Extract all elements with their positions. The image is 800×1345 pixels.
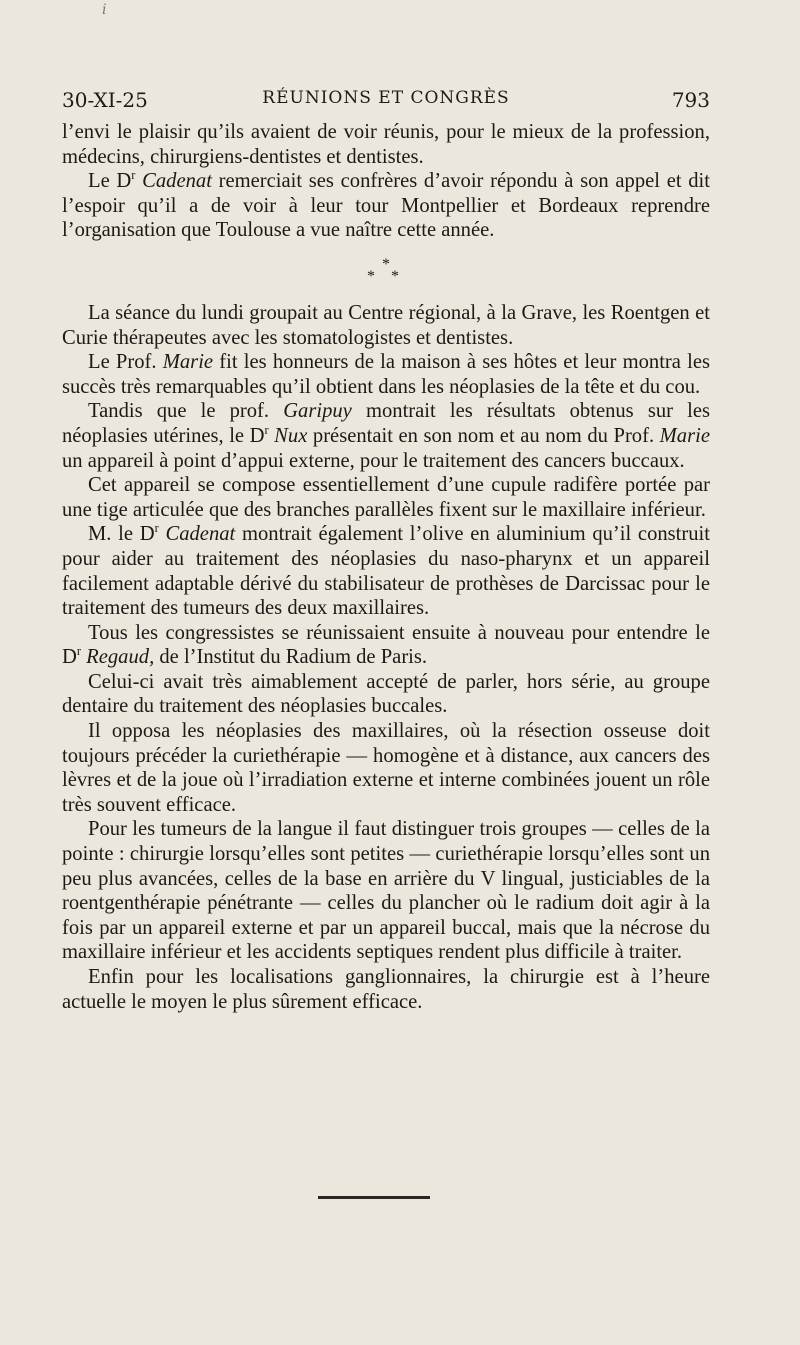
italic-name: Cadenat bbox=[165, 523, 236, 546]
text-run: M. le D bbox=[88, 523, 155, 546]
text-run: un appareil à point d’appui externe, pour le traitement des cancers buccaux. bbox=[62, 449, 685, 472]
paragraph bbox=[62, 817, 710, 965]
italic-name: Nux bbox=[274, 424, 308, 447]
text-run: Celui-ci avait très aimablement accepté de parler, hors série, au groupe dentaire du traitement des néoplasies buccales. bbox=[62, 670, 710, 718]
text-run: Tandis que le prof. bbox=[88, 400, 284, 423]
text-run: Le D bbox=[88, 170, 132, 193]
text-run: l’envi le plaisir qu’ils avaient de voir réunis, pour le mieux de la profession, médecins, chirurgiens-dentistes et dentistes. bbox=[62, 121, 710, 168]
running-head-date: 30-XI-25 bbox=[62, 88, 148, 112]
superscript: r bbox=[154, 521, 159, 536]
asterism-top: * bbox=[382, 255, 390, 273]
italic-name: Cadenat bbox=[142, 170, 212, 193]
paragraph bbox=[62, 670, 710, 719]
text-run: montrait les résultats obtenus sur les néoplasies utérines, le D bbox=[62, 400, 710, 447]
text-run: montrait également l’olive en aluminium qu’il construit pour aider au traitement des néoplasies du naso-pharynx et un appareil facilement adaptable dérivé du stabilisateur de prothèses de Darcissac pour le traitement des tumeurs des deux maxillaires. bbox=[62, 523, 711, 620]
paragraph bbox=[62, 120, 710, 169]
running-head-title: RÉUNIONS ET CONGRÈS bbox=[262, 88, 510, 108]
text-run: remerciait ses confrères d’avoir répondu à son appel et dit l’espoir qu’il a de voir à leur tour Montpellier et Bordeaux reprendre l’organisation que Toulouse a vue naître cette année. bbox=[62, 170, 710, 242]
paragraph bbox=[62, 522, 710, 620]
asterism-bottom: * * bbox=[367, 267, 405, 285]
paragraph bbox=[62, 965, 710, 1014]
superscript: r bbox=[264, 423, 269, 438]
superscript: r bbox=[76, 644, 81, 659]
text-run: Cet appareil se compose essentiellement d’une cupule radifère portée par une tige articulée que des branches parallèles fixent sur le maxillaire inférieur. bbox=[62, 474, 710, 521]
asterism-divider bbox=[62, 255, 710, 287]
text-run: Il opposa les néoplasies des maxillaires, où la résection osseuse doit toujours précéder la curiethérapie — homogène et à distance, aux cancers des lèvres et de la joue où l’irradiation externe et interne combinées jouent un rôle très souvent efficace. bbox=[62, 720, 710, 816]
end-rule bbox=[318, 1196, 430, 1199]
body-text bbox=[62, 120, 710, 1014]
paragraph bbox=[62, 621, 710, 670]
text-run: de l’Institut du Radium de Paris. bbox=[154, 646, 428, 669]
text-run: Pour les tumeurs de la langue il faut distinguer trois groupes — celles de la pointe : chirurgie lorsqu’elles sont petites — curiethérapie lorsqu’elles sont un peu plus avancées, celles de la base en arrière du V lingual, justiciables de la roentgenthérapie pénétrante — celles du plancher où le radium doit agir à la fois par un appareil externe et par un appareil buccal, mais que la nécrose du maxillaire inférieur et les accidents septiques rendent plus difficile à traiter. bbox=[62, 818, 710, 964]
stray-mark: i bbox=[102, 2, 107, 18]
italic-name: Marie bbox=[162, 351, 214, 374]
text-run: fit les honneurs de la maison à ses hôtes et leur montra les succès très remarquables qu’il obtient dans les néoplasies de la tête et du cou. bbox=[62, 351, 710, 398]
italic-name: Marie bbox=[659, 424, 710, 447]
paragraph bbox=[62, 301, 710, 350]
italic-name: Regaud, bbox=[86, 646, 155, 669]
paragraph bbox=[62, 399, 710, 473]
text-run: Tous les congressistes se réunissaient ensuite à nouveau pour entendre le D bbox=[62, 621, 710, 669]
paragraph bbox=[62, 473, 710, 522]
paragraph bbox=[62, 169, 710, 243]
text-run: Le Prof. bbox=[88, 351, 163, 374]
italic-name: Garipuy bbox=[283, 400, 352, 423]
paragraph bbox=[62, 350, 710, 399]
text-run: Enfin pour les localisations ganglionnaires, la chirurgie est à l’heure actuelle le moyen le plus sûrement efficace. bbox=[62, 966, 710, 1013]
superscript: r bbox=[131, 168, 136, 183]
paragraph bbox=[62, 719, 710, 817]
text-run: présentait en son nom et au nom du Prof. bbox=[307, 424, 660, 447]
page-number: 793 bbox=[671, 88, 710, 112]
running-head bbox=[62, 86, 710, 116]
text-run: La séance du lundi groupait au Centre régional, à la Grave, les Roentgen et Curie thérapeutes avec les stomatologistes et dentistes. bbox=[62, 301, 710, 349]
